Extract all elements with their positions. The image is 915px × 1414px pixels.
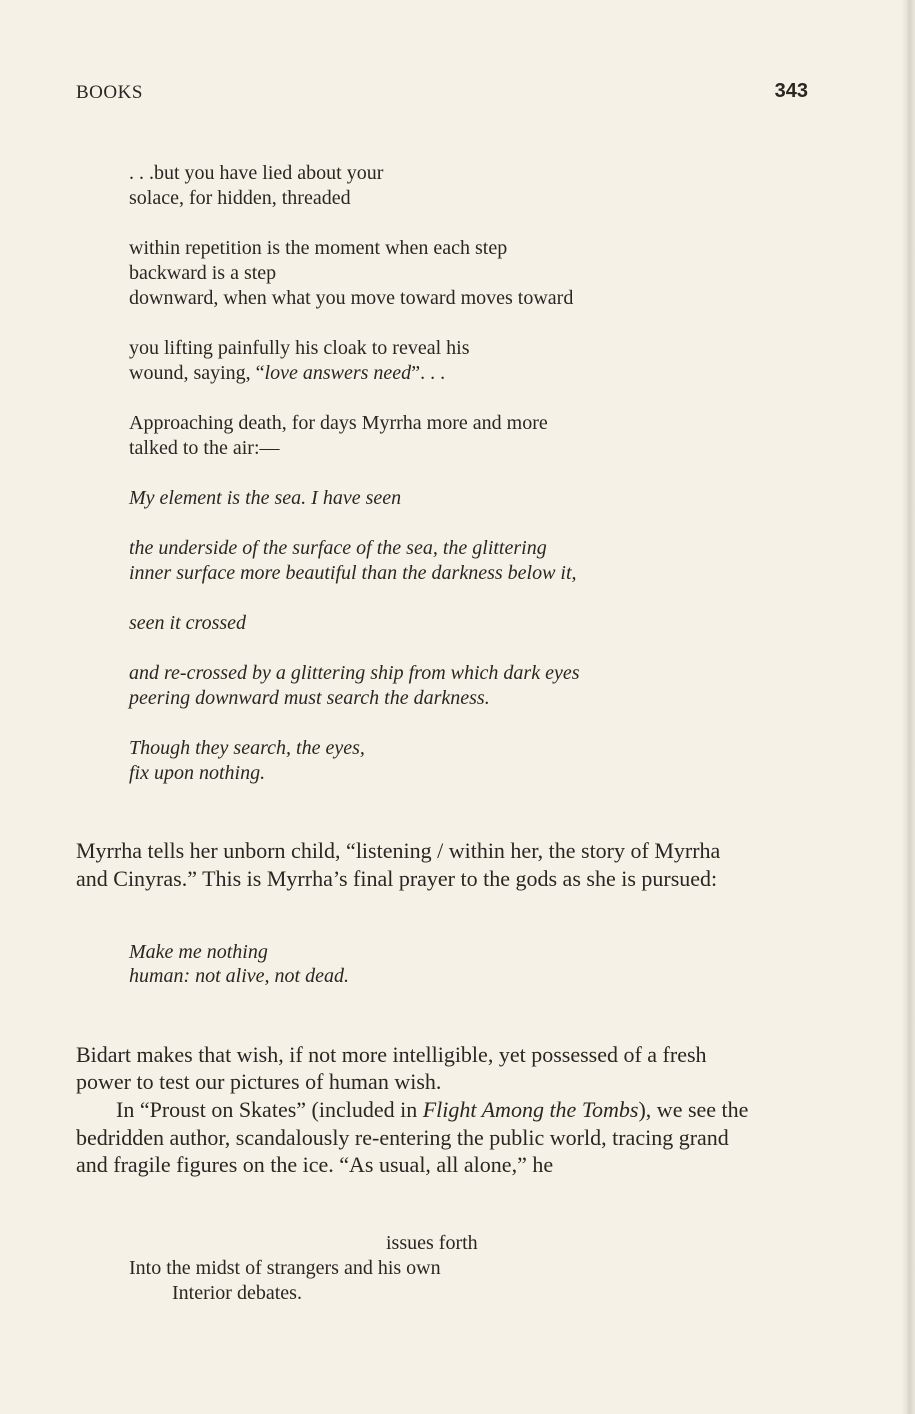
prose-line: and Cinyras.” This is Myrrha’s final prayer to the gods as she is pursued: (76, 866, 718, 891)
poem-line-italic: human: not alive, not dead. (129, 965, 349, 987)
poem-line-italic: peering downward must search the darkness. (129, 687, 490, 709)
poem-line-italic: Make me nothing (129, 941, 268, 963)
prose-line: and fragile figures on the ice. “As usual, all alone,” he (76, 1152, 554, 1177)
poem-line-italic: and re-crossed by a glittering ship from which dark eyes (129, 662, 580, 684)
poem-line-italic: Though they search, the eyes, (129, 737, 365, 759)
running-head: BOOKS (76, 82, 143, 103)
poem-line-italic: the underside of the surface of the sea, the glittering (129, 537, 547, 559)
page-number: 343 (774, 80, 808, 102)
poem-line: wound, saying, “love answers need”. . . (129, 362, 446, 384)
prose-line: Myrrha tells her unborn child, “listening / within her, the story of Myrrha (76, 838, 721, 863)
poem-line: talked to the air:— (129, 437, 280, 459)
poem-line-italic: seen it crossed (129, 612, 247, 634)
poem-line-italic: inner surface more beautiful than the darkness below it, (129, 562, 577, 584)
poem-line: Into the midst of strangers and his own (129, 1257, 441, 1279)
prose-line: Bidart makes that wish, if not more intelligible, yet possessed of a fresh (76, 1042, 707, 1067)
page-edge (901, 0, 915, 1414)
poem-line: downward, when what you move toward moves toward (129, 287, 574, 309)
poem-line: . . .but you have lied about your (129, 162, 384, 184)
prose-line: power to test our pictures of human wish. (76, 1069, 442, 1094)
prose-line: In “Proust on Skates” (included in Flight Among the Tombs), we see the (116, 1097, 749, 1122)
poem-line-italic: fix upon nothing. (129, 762, 266, 784)
book-title: Flight Among the Tombs (422, 1097, 639, 1122)
poem-line-italic: My element is the sea. I have seen (129, 487, 402, 509)
poem-line: Approaching death, for days Myrrha more and more (129, 412, 548, 434)
poem-line: backward is a step (129, 262, 277, 284)
poem-line: Interior debates. (172, 1282, 302, 1304)
poem-line: issues forth (386, 1232, 478, 1254)
prose-line: bedridden author, scandalously re-entering the public world, tracing grand (76, 1125, 729, 1150)
poem-line: within repetition is the moment when each step (129, 237, 508, 259)
poem-line: solace, for hidden, threaded (129, 187, 351, 209)
italic-quote: love answers need (264, 362, 412, 384)
poem-line: you lifting painfully his cloak to reveal his (129, 337, 470, 359)
